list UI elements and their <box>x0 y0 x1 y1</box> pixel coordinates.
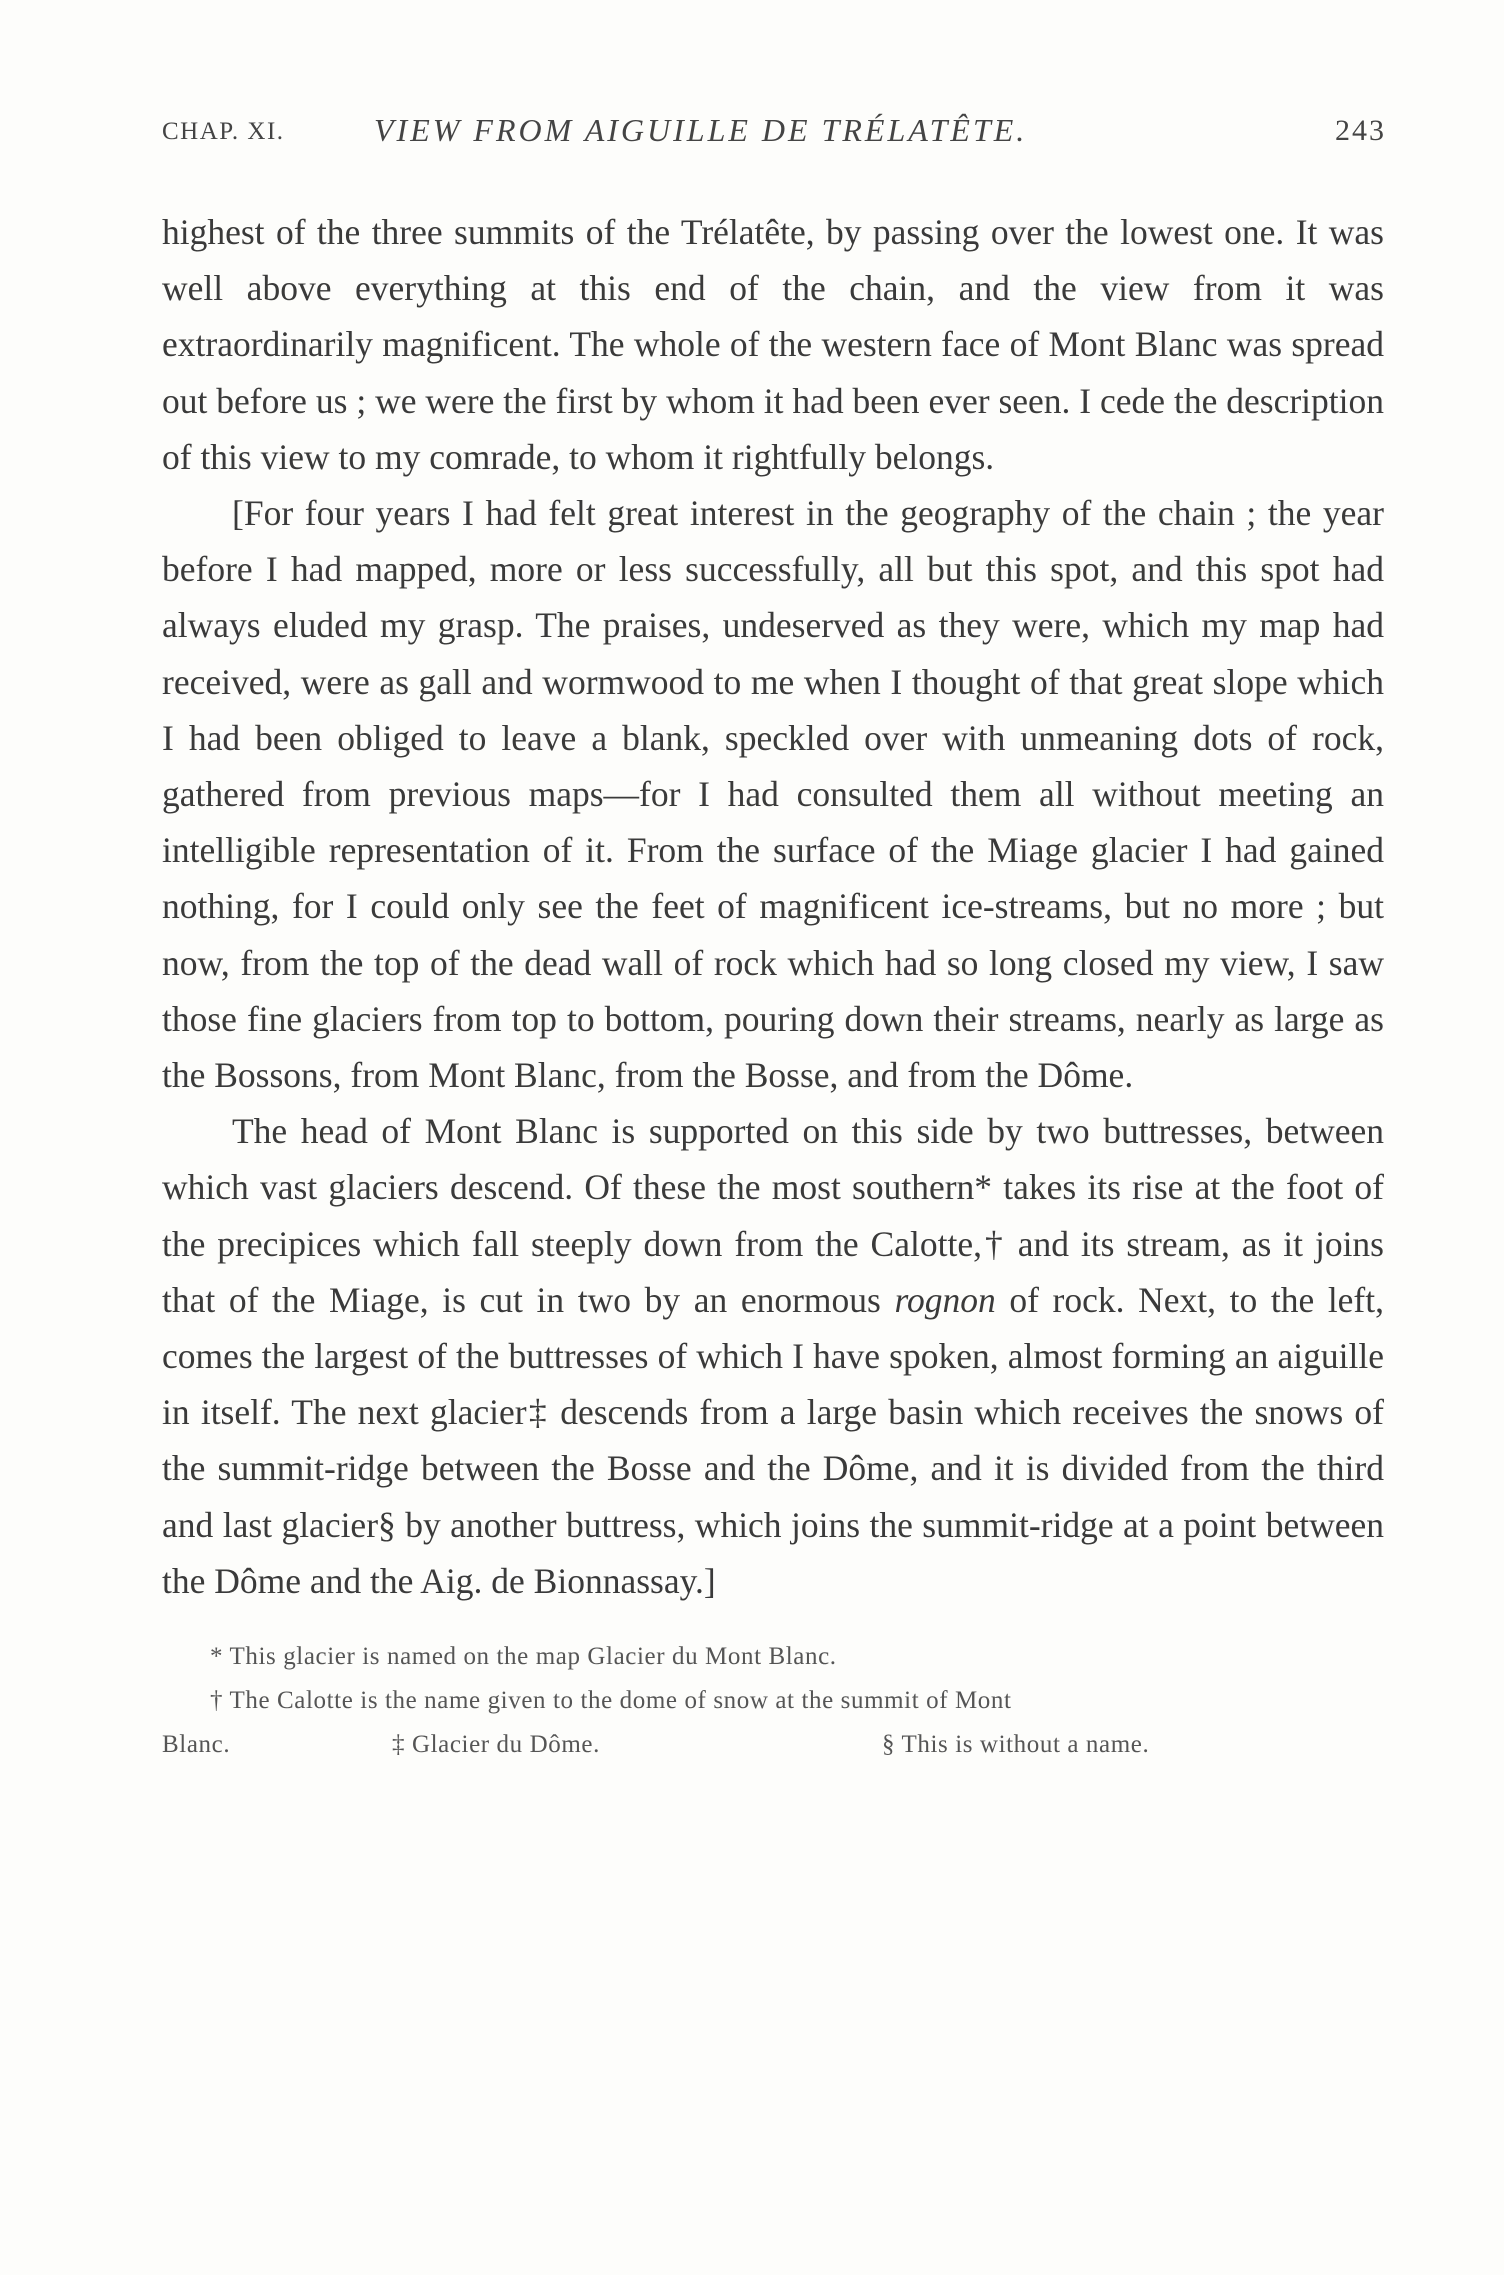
chapter-label: CHAP. XI. <box>162 118 285 145</box>
paragraph-3-text-a: The head of Mont Blanc is supported on this side by two buttresses, between which vast glaciers descend. Of these the most southern* takes its rise at the foot of the precipices which fall steeply down from the Calotte,† and its stream, as it joins that of the Miage, is cut in two by an enormous <box>162 1111 1384 1320</box>
book-page <box>162 108 1384 1767</box>
paragraph-1 <box>162 204 1384 485</box>
body-text <box>162 204 1384 1609</box>
paragraph-2-text: [For four years I had felt great interest in the geography of the chain ; the year before I had mapped, more or less successfully, all but this spot, and this spot had always eluded my grasp. The praises, undeserved as they were, which my map had received, were as gall and wormwood to me when I thought of that great slope which I had been obliged to leave a blank, speckled over with unmeaning dots of rock, gathered from previous maps—for I had consulted them all without meeting an intelligible representation of it. From the surface of the Miage glacier I had gained nothing, for I could only see the feet of magnificent ice-streams, but no more ; but now, from the top of the dead wall of rock which had so long closed my view, I saw those fine glaciers from top to bottom, pouring down their streams, nearly as large as the Bossons, from Mont Blanc, from the Bosse, and from the Dôme. <box>162 493 1384 1096</box>
page-title: VIEW FROM AIGUILLE DE TRÉLATÊTE. <box>374 112 1028 148</box>
footnote-section: § This is without a name. <box>882 1731 1150 1759</box>
page-number: 243 <box>1335 114 1386 147</box>
footnote-dagger-line1: † The Calotte is the name given to the dome of snow at the summit of Mont <box>210 1687 1012 1715</box>
paragraph-3 <box>162 1103 1384 1609</box>
italic-term-rognon: rognon <box>894 1279 996 1320</box>
footnote-double-dagger: ‡ Glacier du Dôme. <box>392 1731 600 1759</box>
paragraph-3-text-b: of rock. Next, to the left, comes the largest of the buttresses of which I have spoken, almost forming an aiguille in itself. The next glacier‡ descends from a large basin which receives the snows of the summit-ridge between the Bosse and the Dôme, and it is divided from the third and last glacier§ by another buttress, which joins the summit-ridge at a point between the Dôme and the Aig. de Bionnassay.] <box>162 1279 1384 1601</box>
footnote-dagger-line2: Blanc. <box>162 1731 231 1759</box>
running-head <box>162 108 1384 158</box>
footnote-asterisk: * This glacier is named on the map Glacier du Mont Blanc. <box>210 1643 837 1671</box>
footnote-row <box>162 1723 1384 1767</box>
paragraph-2 <box>162 485 1384 1103</box>
footnotes <box>162 1635 1384 1767</box>
paragraph-1-text: highest of the three summits of the Trélatête, by passing over the lowest one. It was well above everything at this end of the chain, and the view from it was extraordinarily magnificent. The whole of the western face of Mont Blanc was spread out before us ; we were the first by whom it had been ever seen. I cede the description of this view to my comrade, to whom it rightfully belongs. <box>162 212 1384 477</box>
